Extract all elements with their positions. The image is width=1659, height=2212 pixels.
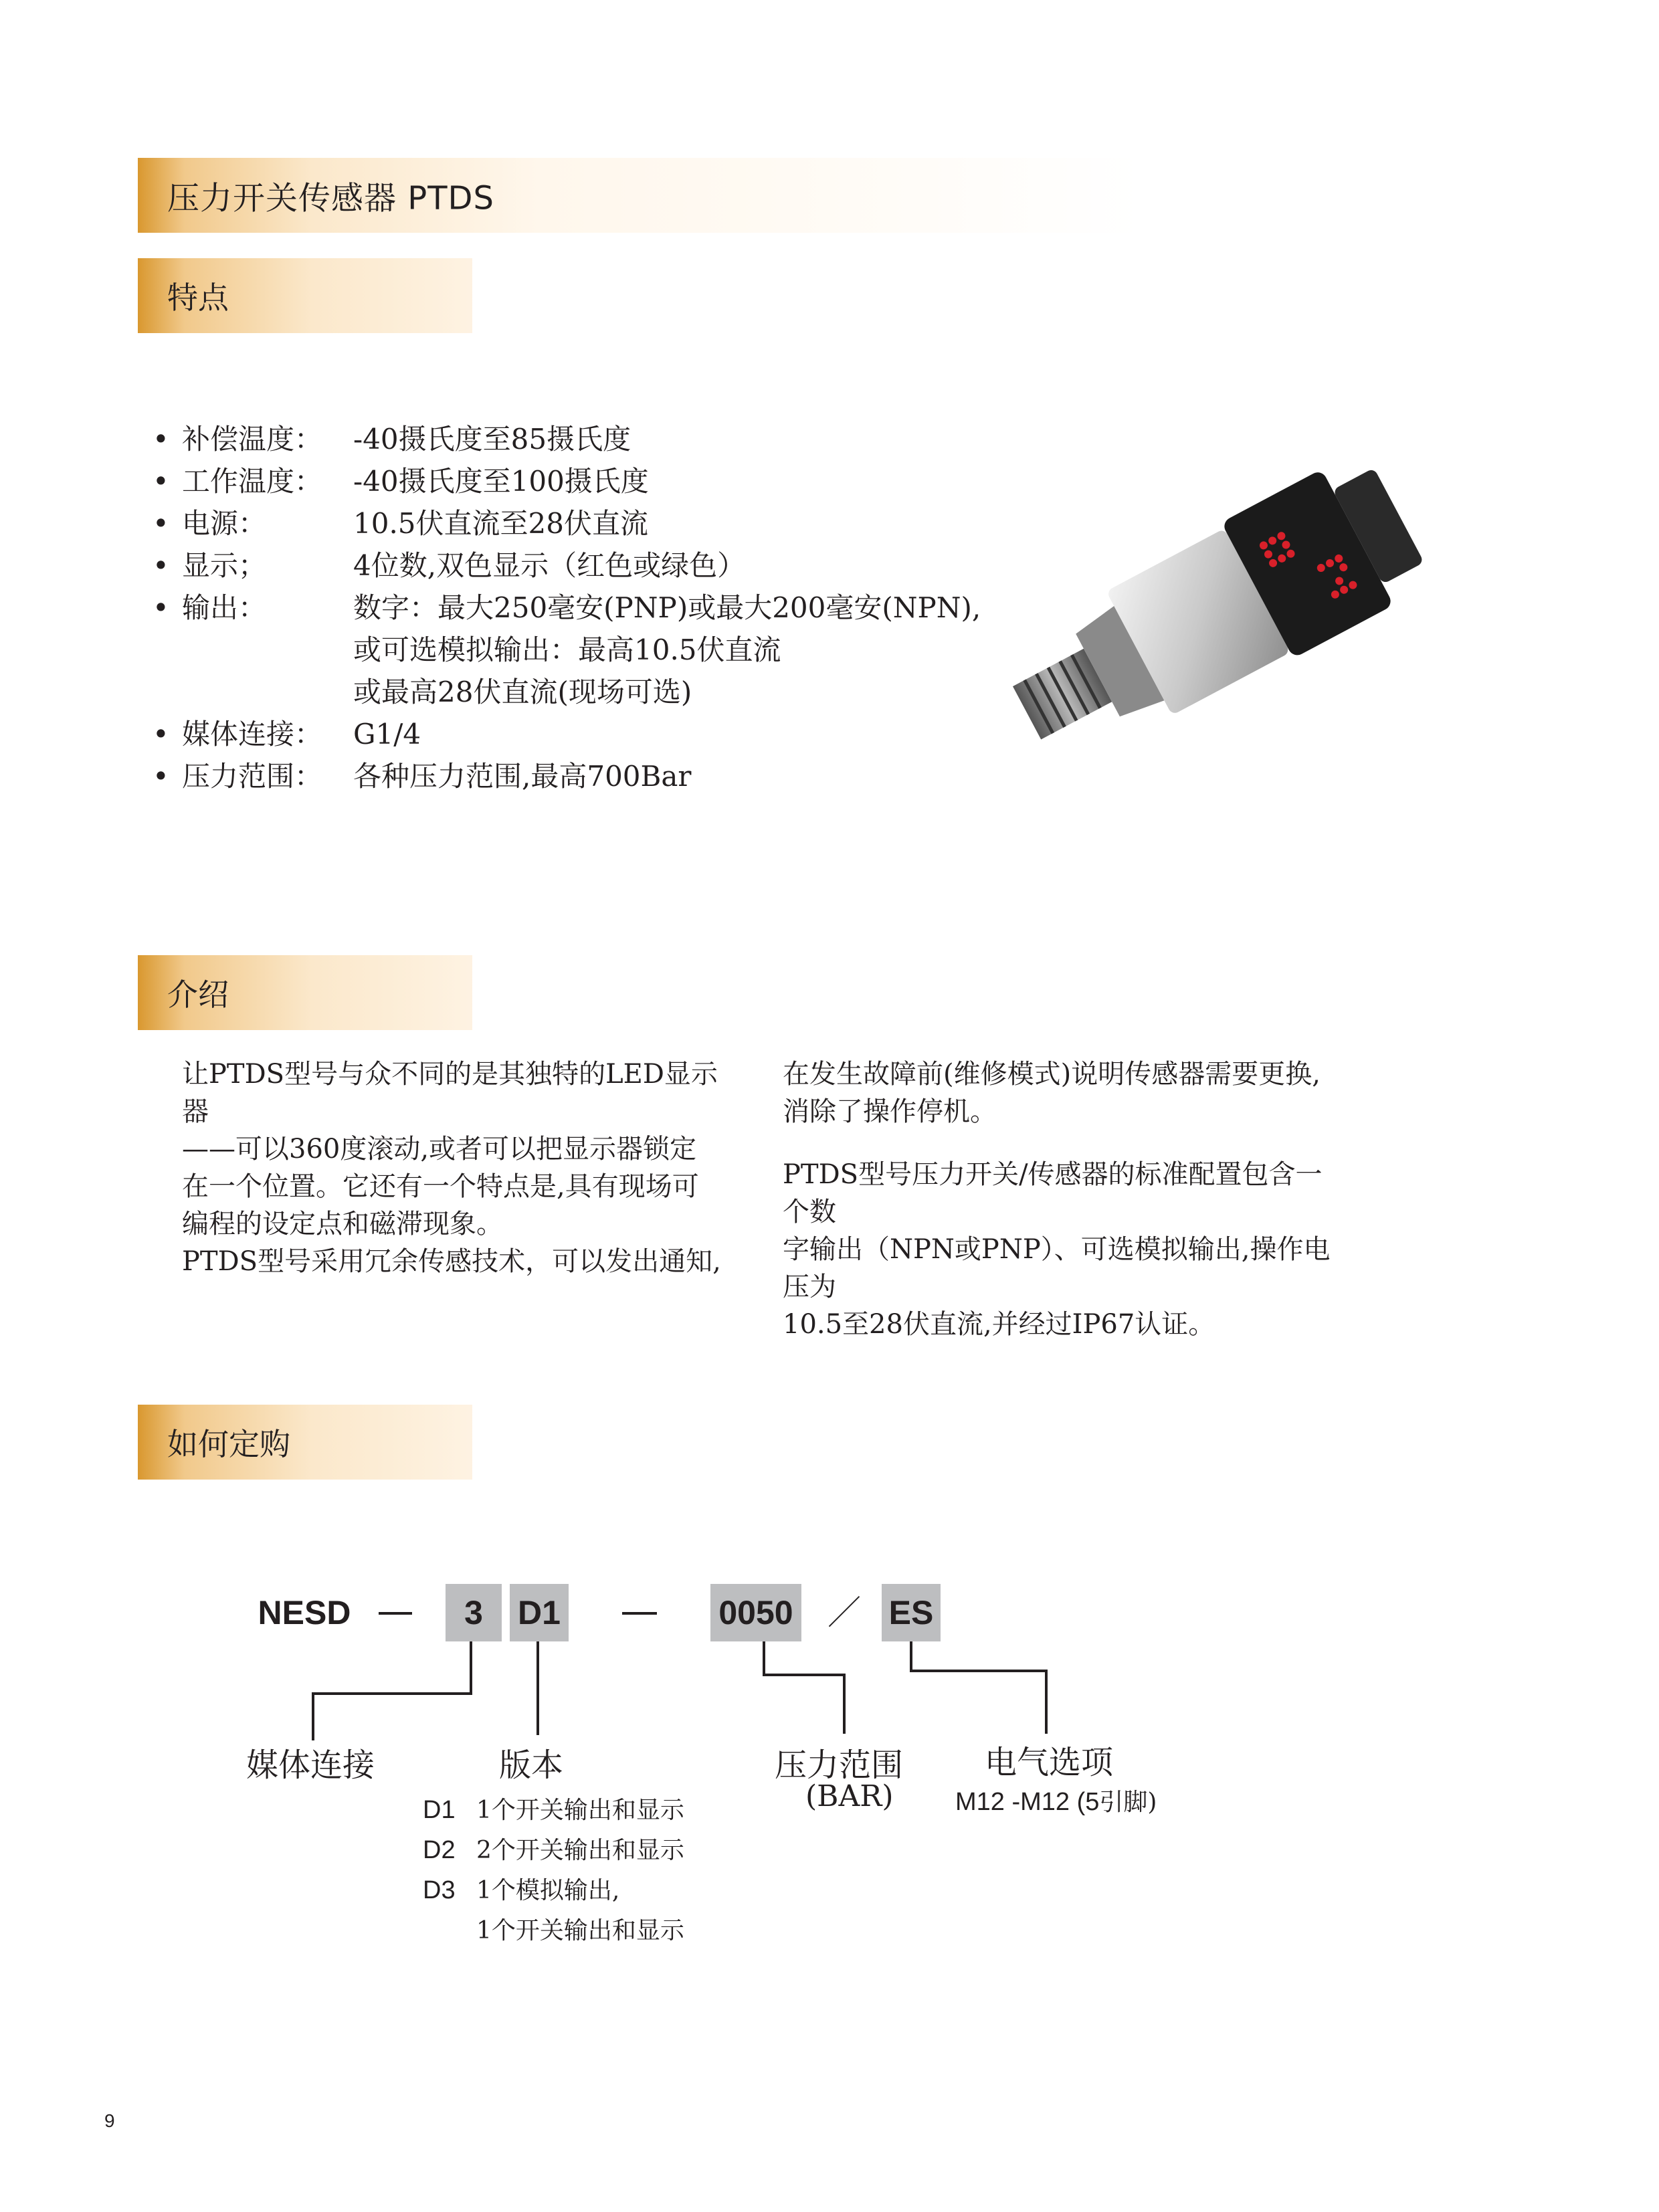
label-version: 版本	[499, 1746, 564, 1784]
title-band	[138, 158, 1141, 233]
feature-label: 压力范围：	[182, 760, 323, 793]
feature-item	[147, 755, 981, 797]
feature-label: 补偿温度：	[182, 423, 323, 456]
feature-item	[147, 460, 981, 502]
feature-value: 10.5伏直流至28伏直流	[353, 507, 648, 540]
option-text: 1个模拟输出,	[476, 1877, 620, 1904]
code-range-box: 0050	[710, 1584, 801, 1641]
connector-line	[843, 1674, 846, 1734]
option-code: D2	[423, 1836, 456, 1864]
connector-line	[763, 1641, 765, 1676]
intro-heading-band	[138, 955, 472, 1030]
feature-value: -40摄氏度至100摄氏度	[353, 465, 649, 498]
label-pressure-unit: (BAR)	[805, 1779, 894, 1813]
connector-line	[910, 1641, 912, 1672]
order-heading-band	[138, 1405, 472, 1480]
features-heading: 特点	[167, 280, 229, 316]
feature-continuation: 或可选模拟输出：最高10.5伏直流	[353, 633, 781, 666]
electrical-code: M12 -M12 (5	[955, 1788, 1100, 1816]
electrical-text: 引脚)	[1099, 1789, 1157, 1816]
page-title: 压力开关传感器 PTDS	[167, 179, 494, 217]
code-dash	[379, 1612, 412, 1615]
feature-value: 4位数,双色显示（红色或绿色）	[353, 549, 746, 582]
intro-paragraph: PTDS型号压力开关/传感器的标准配置包含一个数 字输出（NPN或PNP）、可选模拟输出,操作电压为 10.5至28伏直流,并经过IP67认证。	[783, 1159, 1331, 1340]
option-text: 1个开关输出和显示	[476, 1797, 684, 1824]
feature-item	[147, 587, 981, 629]
label-electrical-options: 电气选项	[985, 1744, 1114, 1781]
feature-label: 工作温度：	[182, 465, 323, 498]
product-photo	[977, 401, 1458, 816]
feature-item	[147, 713, 981, 755]
connector-line	[536, 1641, 539, 1735]
code-prefix: NESD	[258, 1594, 351, 1631]
connector-line	[1045, 1670, 1048, 1734]
connector-line	[763, 1674, 846, 1676]
connector-line	[470, 1641, 472, 1695]
connector-line	[910, 1670, 1048, 1672]
code-slash: ／	[827, 1594, 861, 1631]
page-number: 9	[104, 2110, 115, 2131]
version-option	[423, 1831, 684, 1866]
feature-item	[147, 418, 981, 460]
feature-list	[147, 418, 981, 797]
features-heading-band	[138, 258, 472, 333]
option-code: D3	[423, 1876, 456, 1904]
feature-value: G1/4	[353, 718, 421, 750]
intro-heading: 介绍	[167, 977, 229, 1013]
feature-label: 显示；	[182, 549, 267, 582]
feature-value: -40摄氏度至85摄氏度	[353, 423, 631, 456]
connector-line	[312, 1692, 314, 1740]
feature-item	[147, 544, 981, 587]
feature-item	[147, 502, 981, 544]
order-heading: 如何定购	[167, 1426, 290, 1462]
feature-value: 数字：最大250毫安(PNP)或最大200毫安(NPN),	[353, 591, 981, 624]
feature-continuation: 或最高28伏直流(现场可选)	[353, 676, 692, 708]
feature-label: 输出：	[182, 591, 267, 624]
electrical-option	[955, 1783, 1157, 1817]
intro-right-column	[783, 1055, 1345, 1343]
option-code: D1	[423, 1796, 456, 1824]
code-electrical-box: ES	[882, 1584, 941, 1641]
option-text: 2个开关输出和显示	[476, 1837, 684, 1864]
code-media-box: 3	[446, 1584, 502, 1641]
intro-paragraph: 在发生故障前(维修模式)说明传感器需要更换, 消除了操作停机。	[783, 1059, 1321, 1127]
label-pressure-range: 压力范围	[775, 1746, 904, 1784]
code-dash	[622, 1612, 657, 1615]
code-version-box: D1	[510, 1584, 569, 1641]
feature-value: 各种压力范围,最高700Bar	[353, 760, 692, 793]
version-option-continuation: 1个开关输出和显示	[476, 1917, 684, 1944]
feature-label: 电源：	[182, 507, 267, 540]
intro-paragraph: 让PTDS型号与众不同的是其独特的LED显示器 ——可以360度滚动,或者可以把显示器锁定 在一个位置。它还有一个特点是,具有现场可 编程的设定点和磁滞现象。 PTDS型号采用冗余传感技术，可以发出通知,	[182, 1059, 721, 1277]
connector-line	[312, 1692, 472, 1695]
label-media-connection: 媒体连接	[246, 1746, 375, 1784]
version-option	[423, 1791, 684, 1825]
intro-left-column	[182, 1055, 744, 1280]
version-option	[423, 1872, 619, 1906]
feature-label: 媒体连接：	[182, 718, 323, 750]
